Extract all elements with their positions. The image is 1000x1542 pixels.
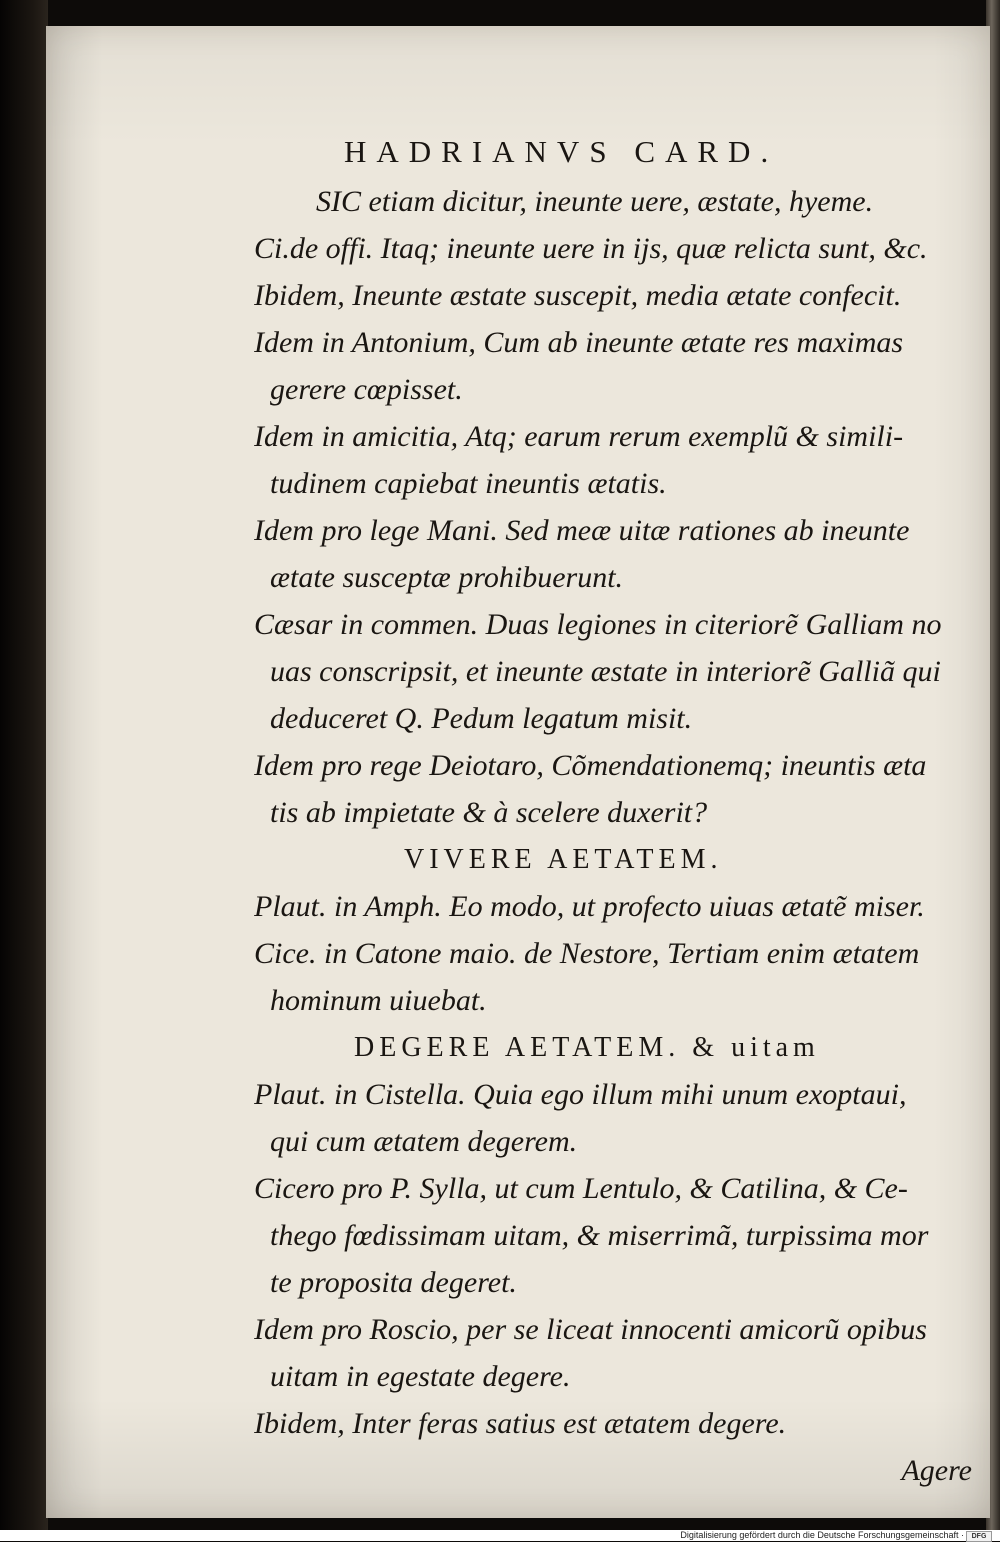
text-line: Idem in Antonium, Cum ab ineunte ætate res maximas xyxy=(254,326,904,359)
text-line: deduceret Q. Pedum legatum misit. xyxy=(270,702,693,735)
text-line: Cæsar in commen. Duas legiones in citeriorẽ Galliam no xyxy=(254,608,942,641)
text-line: Plaut. in Cistella. Quia ego illum mihi unum exoptaui, xyxy=(254,1078,907,1111)
text-line: Cicero pro P. Sylla, ut cum Lentulo, & Catilina, & Ce- xyxy=(254,1172,908,1205)
footer-credit: Digitalisierung gefördert durch die Deutsche Forschungsgemeinschaft · xyxy=(680,1530,964,1540)
digitization-footer xyxy=(0,1530,1000,1541)
binding-shadow xyxy=(0,0,48,1530)
text-line: Idem in amicitia, Atq; earum rerum exemplũ & simili- xyxy=(254,420,904,453)
text-line: SIC etiam dicitur, ineunte uere, æstate, hyeme. xyxy=(316,185,874,218)
text-line: gerere cœpisset. xyxy=(270,373,463,406)
text-line: tudinem capiebat ineuntis ætatis. xyxy=(270,467,667,500)
catchword: Agere xyxy=(901,1454,972,1487)
text-line: Cice. in Catone maio. de Nestore, Tertiam enim ætatem xyxy=(254,937,920,970)
text-line: uas conscripsit, et ineunte æstate in interiorẽ Galliã qui xyxy=(270,655,941,688)
text-line: Plaut. in Amph. Eo modo, ut profecto uiuas ætatẽ miser. xyxy=(254,890,925,923)
text-line: Ibidem, Inter feras satius est ætatem degere. xyxy=(254,1407,787,1440)
section-heading-degere: DEGERE AETATEM. & uitam xyxy=(354,1032,820,1063)
text-line: te proposita degeret. xyxy=(270,1266,517,1299)
text-line: Ci.de offi. Itaq; ineunte uere in ijs, quæ relicta sunt, &c. xyxy=(254,232,928,265)
text-block xyxy=(254,134,984,1494)
text-line: qui cum ætatem degerem. xyxy=(270,1125,578,1158)
text-line: Idem pro Roscio, per se liceat innocenti amicorũ opibus xyxy=(254,1313,927,1346)
section-heading-vivere: VIVERE AETATEM. xyxy=(404,844,723,875)
text-line: uitam in egestate degere. xyxy=(270,1360,571,1393)
text-line: Ibidem, Ineunte æstate suscepit, media ætate confecit. xyxy=(254,279,902,312)
running-head: HADRIANVS CARD. xyxy=(344,134,779,169)
text-line: Idem pro lege Mani. Sed meæ uitæ rationes ab ineunte xyxy=(254,514,910,547)
text-line: thego fœdissimam uitam, & miserrimã, turpissima mor xyxy=(270,1219,929,1252)
dfg-logo: DFG xyxy=(966,1531,992,1542)
text-line: tis ab impietate & à scelere duxerit? xyxy=(270,796,708,829)
text-line: Idem pro rege Deiotaro, Cõmendationemq; ineuntis æta xyxy=(254,749,927,782)
text-line: hominum uiuebat. xyxy=(270,984,487,1017)
text-line: ætate susceptæ prohibuerunt. xyxy=(270,561,624,594)
book-page xyxy=(46,26,990,1518)
